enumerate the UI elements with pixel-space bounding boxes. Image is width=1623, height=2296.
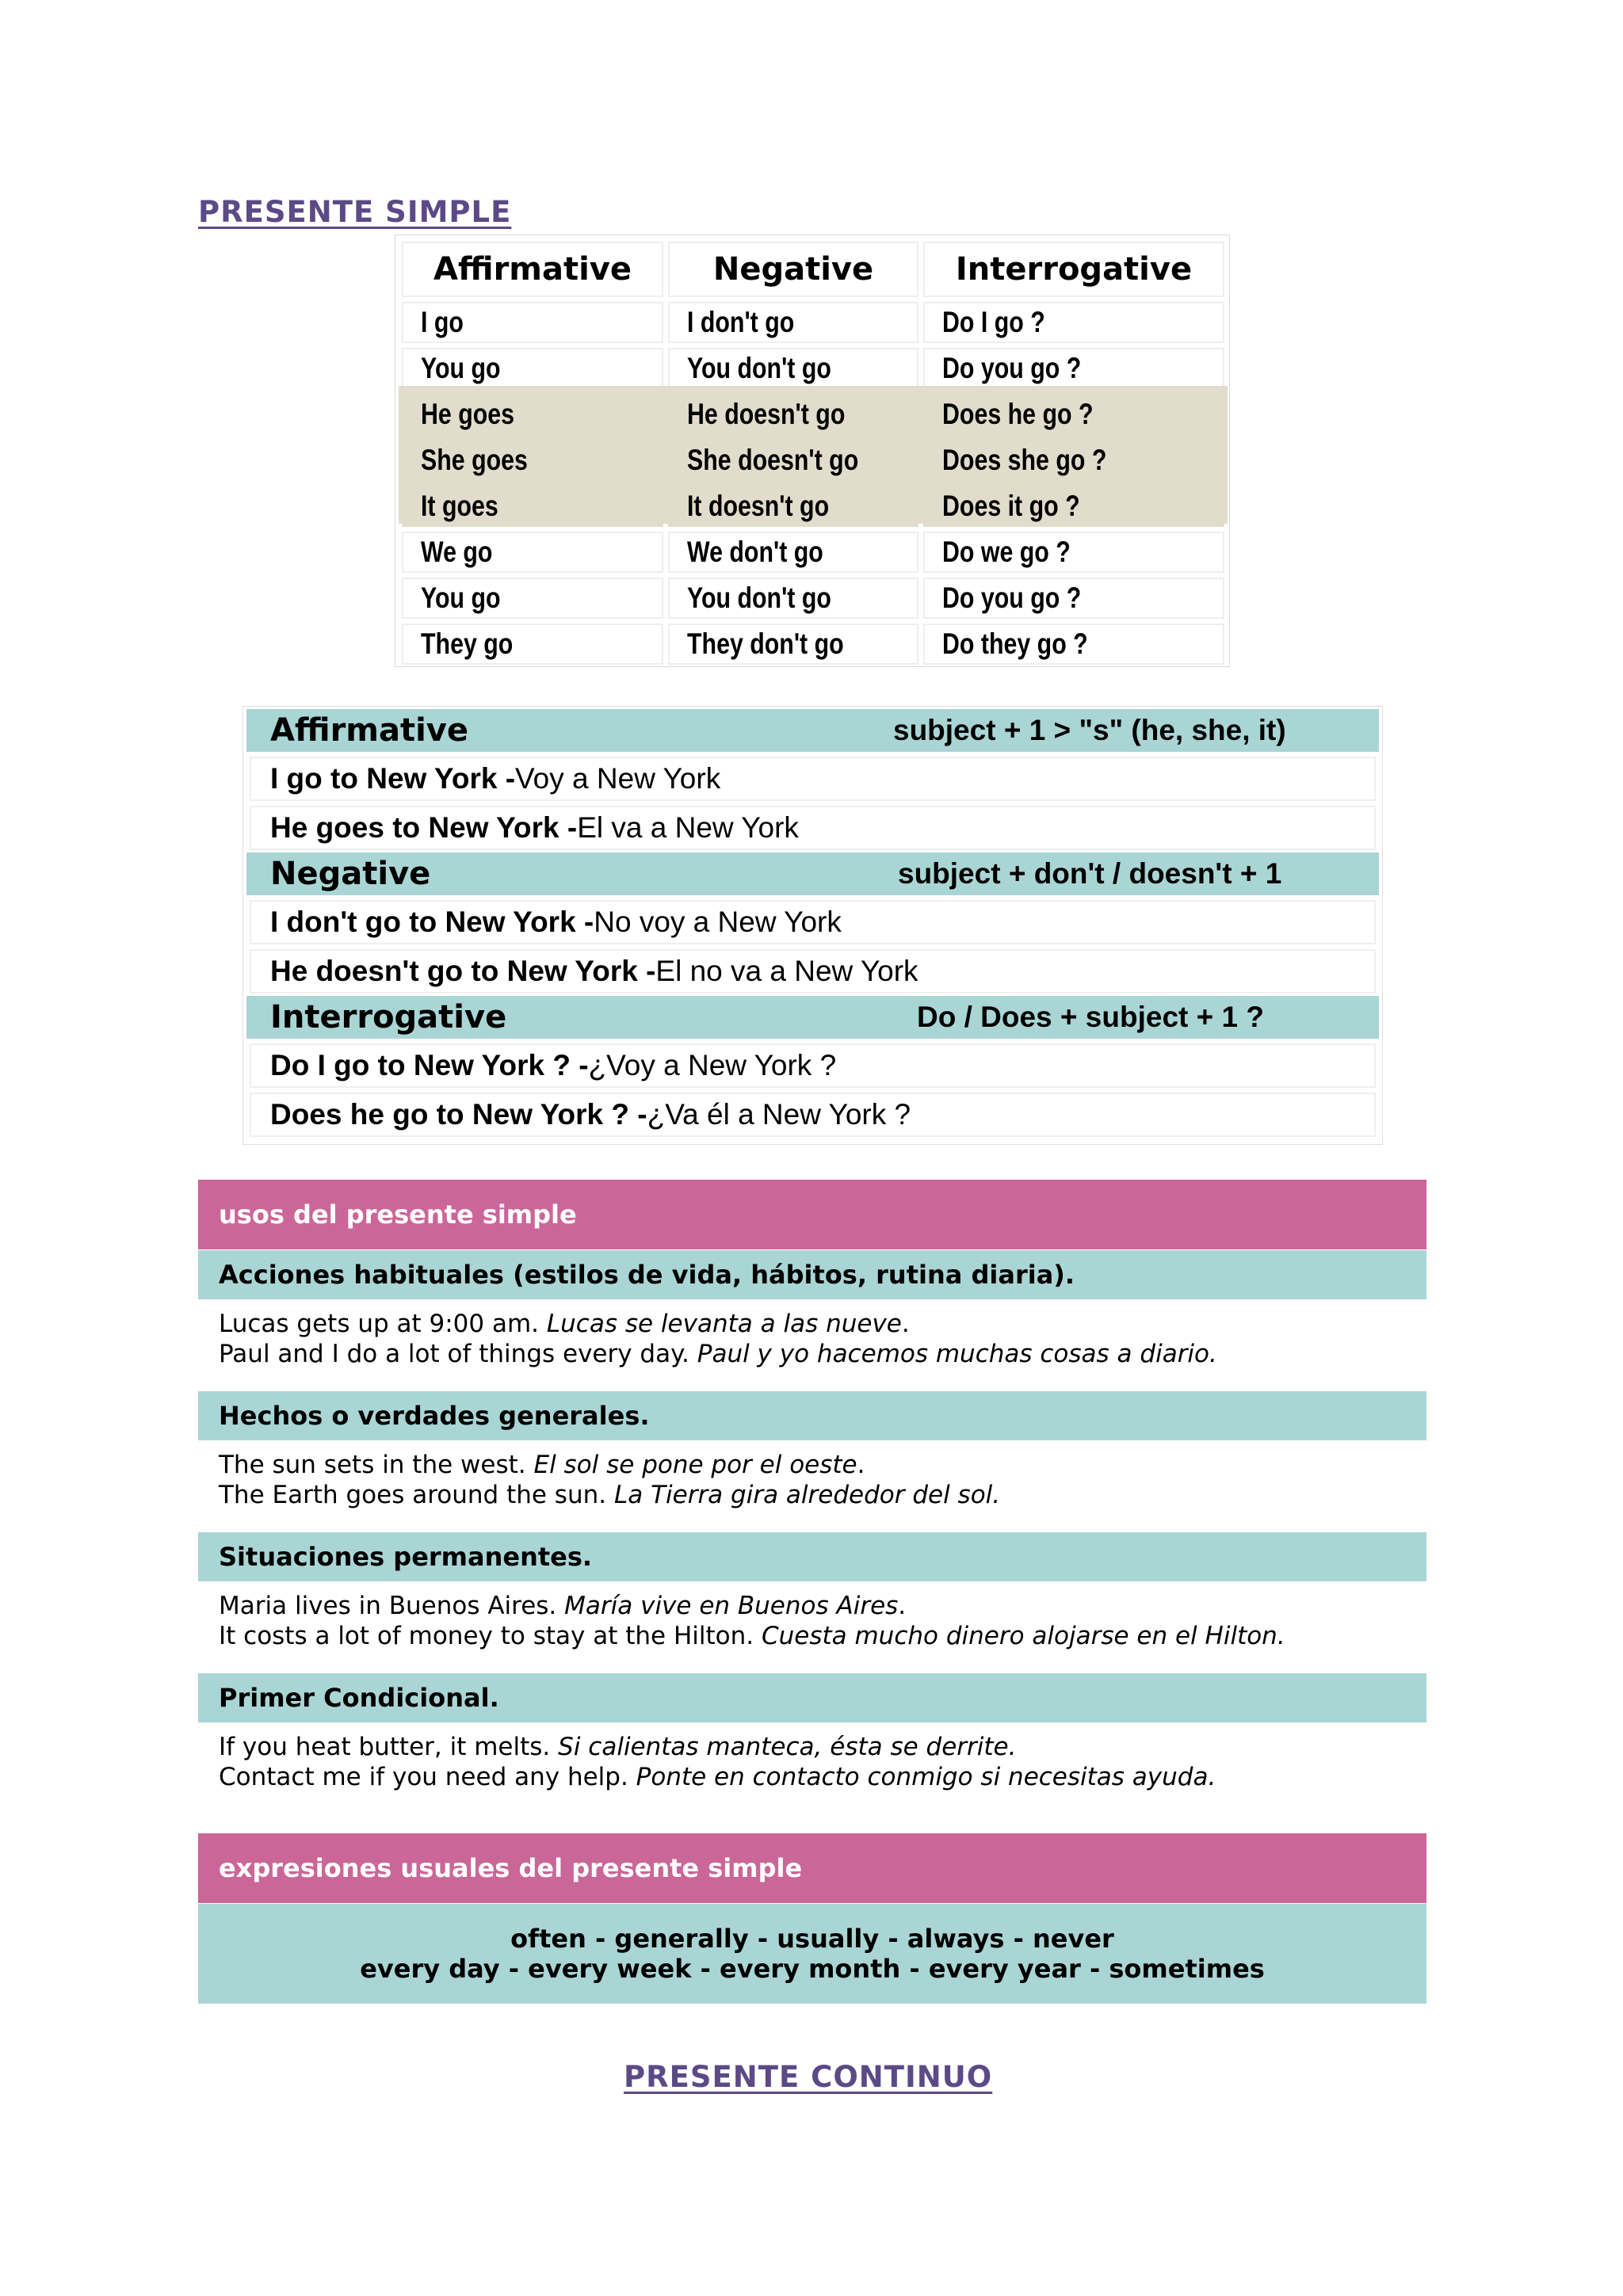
expresiones-box — [198, 1904, 1426, 2004]
conj-cell: She doesn't go — [668, 440, 918, 481]
conj-cell: You go — [402, 348, 663, 389]
structure-example: Does he go to New York ? - ¿Va él a New York ? — [250, 1093, 1376, 1137]
affirmative-header — [246, 709, 1379, 752]
conj-cell: Do we go ? — [923, 532, 1224, 573]
header-negative: Negative — [668, 242, 918, 297]
conj-cell: Do I go ? — [923, 302, 1224, 343]
conj-cell: They don't go — [668, 624, 918, 665]
conj-cell: Does it go ? — [923, 486, 1224, 527]
title-presente-continuo: PRESENTE CONTINUO — [624, 2060, 993, 2094]
structure-example: Do I go to New York ? - ¿Voy a New York ? — [250, 1043, 1376, 1088]
conj-cell: You don't go — [668, 578, 918, 619]
example-line: Lucas gets up at 9:00 am. Lucas se levanta a las nueve. — [219, 1310, 910, 1338]
example-line: The Earth goes around the sun. La Tierra gira alrededor del sol. — [219, 1481, 1001, 1509]
conj-cell: I don't go — [668, 302, 918, 343]
negative-rule: subject + don't / doesn't + 1 — [898, 857, 1282, 890]
conj-cell: He goes — [402, 394, 663, 435]
structure-example: He doesn't go to New York - El no va a New York — [250, 949, 1376, 994]
example-line: Maria lives in Buenos Aires. María vive en Buenos Aires. — [219, 1592, 907, 1620]
section-heading: Situaciones permanentes. — [198, 1532, 1426, 1581]
structure-table — [242, 706, 1383, 1145]
title-presente-simple: PRESENTE SIMPLE — [198, 195, 512, 229]
structure-example: I go to New York - Voy a New York — [250, 757, 1376, 801]
structure-example: He goes to New York - El va a New York — [250, 806, 1376, 850]
conj-cell: Do you go ? — [923, 348, 1224, 389]
expresiones-title-bar: expresiones usuales del presente simple — [198, 1833, 1426, 1903]
section-heading: Hechos o verdades generales. — [198, 1391, 1426, 1440]
conj-cell: Does she go ? — [923, 440, 1224, 481]
structure-example: I don't go to New York - No voy a New York — [250, 900, 1376, 944]
section-heading: Primer Condicional. — [198, 1673, 1426, 1722]
conj-cell: I go — [402, 302, 663, 343]
conj-cell: You don't go — [668, 348, 918, 389]
conj-cell: We go — [402, 532, 663, 573]
conj-cell: Do they go ? — [923, 624, 1224, 665]
example-line: The sun sets in the west. El sol se pone por el oeste. — [219, 1451, 865, 1479]
conj-cell: She goes — [402, 440, 663, 481]
section-examples — [198, 1309, 1426, 1369]
header-affirmative: Affirmative — [402, 242, 663, 297]
usos-title-bar: usos del presente simple — [198, 1180, 1426, 1249]
section-heading: Acciones habituales (estilos de vida, hábitos, rutina diaria). — [198, 1250, 1426, 1299]
section-examples — [198, 1591, 1426, 1651]
expresiones-line-2: every day - every week - every month - every year - sometimes — [360, 1954, 1265, 1984]
conj-cell: He doesn't go — [668, 394, 918, 435]
conjugation-table — [395, 235, 1230, 667]
interrogative-header — [246, 996, 1379, 1039]
example-line: If you heat butter, it melts. Si calientas manteca, ésta se derrite. — [219, 1733, 1017, 1761]
expresiones-line-1: often - generally - usually - always - never — [510, 1924, 1114, 1954]
example-line: Contact me if you need any help. Ponte en contacto conmigo si necesitas ayuda. — [219, 1763, 1216, 1791]
affirmative-label: Affirmative — [270, 712, 468, 749]
conj-cell: They go — [402, 624, 663, 665]
conj-cell: We don't go — [668, 532, 918, 573]
conj-cell: Does he go ? — [923, 394, 1224, 435]
header-interrogative: Interrogative — [923, 242, 1224, 297]
example-line: It costs a lot of money to stay at the Hilton. Cuesta mucho dinero alojarse en el Hilton. — [219, 1622, 1285, 1650]
affirmative-rule: subject + 1 > "s" (he, she, it) — [893, 714, 1286, 746]
conj-cell: You go — [402, 578, 663, 619]
interrogative-rule: Do / Does + subject + 1 ? — [917, 1001, 1264, 1033]
section-examples — [198, 1732, 1426, 1792]
negative-label: Negative — [270, 856, 431, 892]
conj-cell: It goes — [402, 486, 663, 527]
conj-cell: Do you go ? — [923, 578, 1224, 619]
example-line: Paul and I do a lot of things every day. Paul y yo hacemos muchas cosas a diario. — [219, 1340, 1217, 1368]
negative-header — [246, 852, 1379, 895]
interrogative-label: Interrogative — [270, 999, 507, 1035]
section-examples — [198, 1450, 1426, 1510]
conj-cell: It doesn't go — [668, 486, 918, 527]
